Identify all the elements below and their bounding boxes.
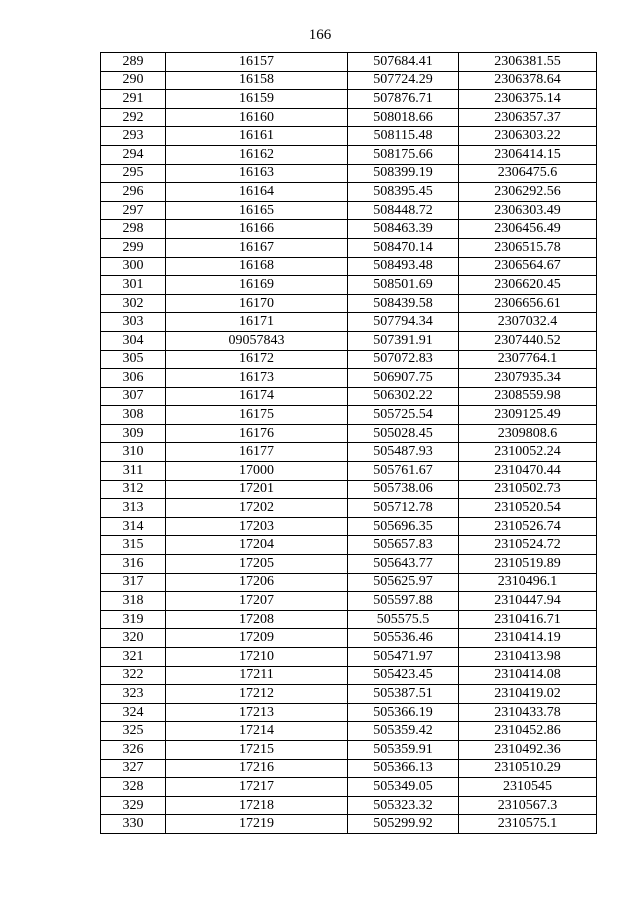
y-coordinate-cell: 2307440.52 xyxy=(459,331,597,350)
y-coordinate-cell: 2306620.45 xyxy=(459,276,597,295)
table-row xyxy=(101,313,597,332)
x-coordinate-cell: 505712.78 xyxy=(348,499,459,518)
x-coordinate-cell: 505299.92 xyxy=(348,815,459,834)
table-row xyxy=(101,666,597,685)
point-number-cell: 293 xyxy=(101,127,166,146)
table-row xyxy=(101,573,597,592)
point-id-cell: 17205 xyxy=(166,555,348,574)
table-row xyxy=(101,685,597,704)
point-id-cell: 16171 xyxy=(166,313,348,332)
y-coordinate-cell: 2309808.6 xyxy=(459,424,597,443)
table-row xyxy=(101,796,597,815)
y-coordinate-cell: 2307935.34 xyxy=(459,369,597,388)
point-id-cell: 16161 xyxy=(166,127,348,146)
point-number-cell: 297 xyxy=(101,201,166,220)
table-row xyxy=(101,740,597,759)
point-id-cell: 16163 xyxy=(166,164,348,183)
point-id-cell: 17000 xyxy=(166,462,348,481)
table-row xyxy=(101,443,597,462)
point-id-cell: 16174 xyxy=(166,387,348,406)
point-id-cell: 16165 xyxy=(166,201,348,220)
point-number-cell: 294 xyxy=(101,145,166,164)
point-number-cell: 324 xyxy=(101,703,166,722)
table-row xyxy=(101,53,597,72)
y-coordinate-cell: 2310414.19 xyxy=(459,629,597,648)
point-id-cell: 16160 xyxy=(166,108,348,127)
coordinates-table-body xyxy=(101,53,597,834)
table-row xyxy=(101,145,597,164)
point-number-cell: 326 xyxy=(101,740,166,759)
x-coordinate-cell: 505536.46 xyxy=(348,629,459,648)
point-id-cell: 17210 xyxy=(166,648,348,667)
x-coordinate-cell: 508448.72 xyxy=(348,201,459,220)
y-coordinate-cell: 2310575.1 xyxy=(459,815,597,834)
point-id-cell: 16172 xyxy=(166,350,348,369)
y-coordinate-cell: 2309125.49 xyxy=(459,406,597,425)
y-coordinate-cell: 2310524.72 xyxy=(459,536,597,555)
point-number-cell: 319 xyxy=(101,610,166,629)
point-number-cell: 315 xyxy=(101,536,166,555)
point-id-cell: 17207 xyxy=(166,592,348,611)
point-id-cell: 16176 xyxy=(166,424,348,443)
y-coordinate-cell: 2310470.44 xyxy=(459,462,597,481)
point-number-cell: 316 xyxy=(101,555,166,574)
table-row xyxy=(101,592,597,611)
x-coordinate-cell: 505028.45 xyxy=(348,424,459,443)
y-coordinate-cell: 2307764.1 xyxy=(459,350,597,369)
x-coordinate-cell: 508115.48 xyxy=(348,127,459,146)
point-number-cell: 310 xyxy=(101,443,166,462)
x-coordinate-cell: 505387.51 xyxy=(348,685,459,704)
x-coordinate-cell: 507391.91 xyxy=(348,331,459,350)
x-coordinate-cell: 505359.91 xyxy=(348,740,459,759)
point-id-cell: 17219 xyxy=(166,815,348,834)
point-number-cell: 327 xyxy=(101,759,166,778)
table-row xyxy=(101,778,597,797)
point-number-cell: 298 xyxy=(101,220,166,239)
point-number-cell: 295 xyxy=(101,164,166,183)
point-id-cell: 17217 xyxy=(166,778,348,797)
point-number-cell: 302 xyxy=(101,294,166,313)
x-coordinate-cell: 507876.71 xyxy=(348,90,459,109)
y-coordinate-cell: 2306456.49 xyxy=(459,220,597,239)
point-number-cell: 303 xyxy=(101,313,166,332)
point-id-cell: 16158 xyxy=(166,71,348,90)
y-coordinate-cell: 2306378.64 xyxy=(459,71,597,90)
y-coordinate-cell: 2310433.78 xyxy=(459,703,597,722)
point-id-cell: 16175 xyxy=(166,406,348,425)
point-id-cell: 09057843 xyxy=(166,331,348,350)
point-id-cell: 16159 xyxy=(166,90,348,109)
table-row xyxy=(101,815,597,834)
table-row xyxy=(101,201,597,220)
point-id-cell: 16168 xyxy=(166,257,348,276)
x-coordinate-cell: 507794.34 xyxy=(348,313,459,332)
point-id-cell: 17214 xyxy=(166,722,348,741)
x-coordinate-cell: 505696.35 xyxy=(348,517,459,536)
page-number: 166 xyxy=(308,27,332,43)
x-coordinate-cell: 505725.54 xyxy=(348,406,459,425)
y-coordinate-cell: 2310510.29 xyxy=(459,759,597,778)
point-number-cell: 312 xyxy=(101,480,166,499)
table-row xyxy=(101,480,597,499)
point-number-cell: 311 xyxy=(101,462,166,481)
y-coordinate-cell: 2306375.14 xyxy=(459,90,597,109)
x-coordinate-cell: 507684.41 xyxy=(348,53,459,72)
x-coordinate-cell: 506907.75 xyxy=(348,369,459,388)
y-coordinate-cell: 2306303.22 xyxy=(459,127,597,146)
y-coordinate-cell: 2310452.86 xyxy=(459,722,597,741)
x-coordinate-cell: 505366.19 xyxy=(348,703,459,722)
y-coordinate-cell: 2306515.78 xyxy=(459,238,597,257)
point-id-cell: 16170 xyxy=(166,294,348,313)
point-number-cell: 304 xyxy=(101,331,166,350)
table-row xyxy=(101,257,597,276)
y-coordinate-cell: 2306475.6 xyxy=(459,164,597,183)
x-coordinate-cell: 505349.05 xyxy=(348,778,459,797)
point-id-cell: 17203 xyxy=(166,517,348,536)
table-row xyxy=(101,387,597,406)
x-coordinate-cell: 507724.29 xyxy=(348,71,459,90)
point-number-cell: 321 xyxy=(101,648,166,667)
point-id-cell: 17211 xyxy=(166,666,348,685)
point-number-cell: 322 xyxy=(101,666,166,685)
point-id-cell: 17212 xyxy=(166,685,348,704)
point-number-cell: 306 xyxy=(101,369,166,388)
point-number-cell: 313 xyxy=(101,499,166,518)
point-id-cell: 17201 xyxy=(166,480,348,499)
x-coordinate-cell: 508175.66 xyxy=(348,145,459,164)
point-id-cell: 16164 xyxy=(166,183,348,202)
x-coordinate-cell: 506302.22 xyxy=(348,387,459,406)
point-number-cell: 320 xyxy=(101,629,166,648)
point-id-cell: 17213 xyxy=(166,703,348,722)
point-id-cell: 17202 xyxy=(166,499,348,518)
table-row xyxy=(101,406,597,425)
x-coordinate-cell: 505487.93 xyxy=(348,443,459,462)
y-coordinate-cell: 2310052.24 xyxy=(459,443,597,462)
point-number-cell: 330 xyxy=(101,815,166,834)
table-row xyxy=(101,499,597,518)
x-coordinate-cell: 505323.32 xyxy=(348,796,459,815)
point-number-cell: 317 xyxy=(101,573,166,592)
point-id-cell: 16162 xyxy=(166,145,348,164)
point-id-cell: 16166 xyxy=(166,220,348,239)
table-row xyxy=(101,276,597,295)
point-number-cell: 296 xyxy=(101,183,166,202)
table-row xyxy=(101,424,597,443)
x-coordinate-cell: 505575.5 xyxy=(348,610,459,629)
x-coordinate-cell: 508395.45 xyxy=(348,183,459,202)
y-coordinate-cell: 2308559.98 xyxy=(459,387,597,406)
point-number-cell: 307 xyxy=(101,387,166,406)
table-row xyxy=(101,648,597,667)
x-coordinate-cell: 508439.58 xyxy=(348,294,459,313)
point-number-cell: 309 xyxy=(101,424,166,443)
x-coordinate-cell: 505761.67 xyxy=(348,462,459,481)
table-row xyxy=(101,462,597,481)
table-row xyxy=(101,164,597,183)
point-id-cell: 16167 xyxy=(166,238,348,257)
point-number-cell: 329 xyxy=(101,796,166,815)
y-coordinate-cell: 2310419.02 xyxy=(459,685,597,704)
table-row xyxy=(101,369,597,388)
y-coordinate-cell: 2310502.73 xyxy=(459,480,597,499)
point-id-cell: 17216 xyxy=(166,759,348,778)
y-coordinate-cell: 2310526.74 xyxy=(459,517,597,536)
table-row xyxy=(101,294,597,313)
y-coordinate-cell: 2310416.71 xyxy=(459,610,597,629)
x-coordinate-cell: 508501.69 xyxy=(348,276,459,295)
table-row xyxy=(101,331,597,350)
point-id-cell: 17208 xyxy=(166,610,348,629)
point-number-cell: 290 xyxy=(101,71,166,90)
point-id-cell: 16157 xyxy=(166,53,348,72)
x-coordinate-cell: 508470.14 xyxy=(348,238,459,257)
y-coordinate-cell: 2306303.49 xyxy=(459,201,597,220)
y-coordinate-cell: 2307032.4 xyxy=(459,313,597,332)
y-coordinate-cell: 2310496.1 xyxy=(459,573,597,592)
y-coordinate-cell: 2310492.36 xyxy=(459,740,597,759)
y-coordinate-cell: 2306656.61 xyxy=(459,294,597,313)
x-coordinate-cell: 505625.97 xyxy=(348,573,459,592)
x-coordinate-cell: 505657.83 xyxy=(348,536,459,555)
x-coordinate-cell: 508399.19 xyxy=(348,164,459,183)
y-coordinate-cell: 2306564.67 xyxy=(459,257,597,276)
coordinates-table xyxy=(100,52,597,834)
point-number-cell: 300 xyxy=(101,257,166,276)
x-coordinate-cell: 505738.06 xyxy=(348,480,459,499)
point-number-cell: 299 xyxy=(101,238,166,257)
point-number-cell: 308 xyxy=(101,406,166,425)
table-row xyxy=(101,703,597,722)
y-coordinate-cell: 2306292.56 xyxy=(459,183,597,202)
point-number-cell: 325 xyxy=(101,722,166,741)
x-coordinate-cell: 508493.48 xyxy=(348,257,459,276)
table-row xyxy=(101,127,597,146)
table-row xyxy=(101,108,597,127)
table-row xyxy=(101,629,597,648)
point-number-cell: 328 xyxy=(101,778,166,797)
point-id-cell: 17218 xyxy=(166,796,348,815)
table-row xyxy=(101,71,597,90)
x-coordinate-cell: 505597.88 xyxy=(348,592,459,611)
table-row xyxy=(101,238,597,257)
table-row xyxy=(101,350,597,369)
x-coordinate-cell: 505366.13 xyxy=(348,759,459,778)
point-number-cell: 292 xyxy=(101,108,166,127)
point-id-cell: 17215 xyxy=(166,740,348,759)
y-coordinate-cell: 2306414.15 xyxy=(459,145,597,164)
point-number-cell: 323 xyxy=(101,685,166,704)
x-coordinate-cell: 505471.97 xyxy=(348,648,459,667)
table-row xyxy=(101,183,597,202)
point-id-cell: 17204 xyxy=(166,536,348,555)
table-row xyxy=(101,759,597,778)
x-coordinate-cell: 505423.45 xyxy=(348,666,459,685)
table-row xyxy=(101,722,597,741)
y-coordinate-cell: 2310447.94 xyxy=(459,592,597,611)
point-number-cell: 314 xyxy=(101,517,166,536)
point-id-cell: 16177 xyxy=(166,443,348,462)
x-coordinate-cell: 508018.66 xyxy=(348,108,459,127)
point-number-cell: 291 xyxy=(101,90,166,109)
x-coordinate-cell: 507072.83 xyxy=(348,350,459,369)
point-id-cell: 17206 xyxy=(166,573,348,592)
x-coordinate-cell: 508463.39 xyxy=(348,220,459,239)
table-row xyxy=(101,610,597,629)
y-coordinate-cell: 2310520.54 xyxy=(459,499,597,518)
point-number-cell: 301 xyxy=(101,276,166,295)
point-id-cell: 16173 xyxy=(166,369,348,388)
y-coordinate-cell: 2310413.98 xyxy=(459,648,597,667)
x-coordinate-cell: 505359.42 xyxy=(348,722,459,741)
table-row xyxy=(101,555,597,574)
point-number-cell: 289 xyxy=(101,53,166,72)
y-coordinate-cell: 2310414.08 xyxy=(459,666,597,685)
table-row xyxy=(101,220,597,239)
x-coordinate-cell: 505643.77 xyxy=(348,555,459,574)
point-number-cell: 318 xyxy=(101,592,166,611)
table-row xyxy=(101,536,597,555)
table-row xyxy=(101,517,597,536)
y-coordinate-cell: 2306357.37 xyxy=(459,108,597,127)
table-row xyxy=(101,90,597,109)
point-id-cell: 16169 xyxy=(166,276,348,295)
point-id-cell: 17209 xyxy=(166,629,348,648)
y-coordinate-cell: 2310545 xyxy=(459,778,597,797)
y-coordinate-cell: 2310519.89 xyxy=(459,555,597,574)
point-number-cell: 305 xyxy=(101,350,166,369)
y-coordinate-cell: 2310567.3 xyxy=(459,796,597,815)
y-coordinate-cell: 2306381.55 xyxy=(459,53,597,72)
